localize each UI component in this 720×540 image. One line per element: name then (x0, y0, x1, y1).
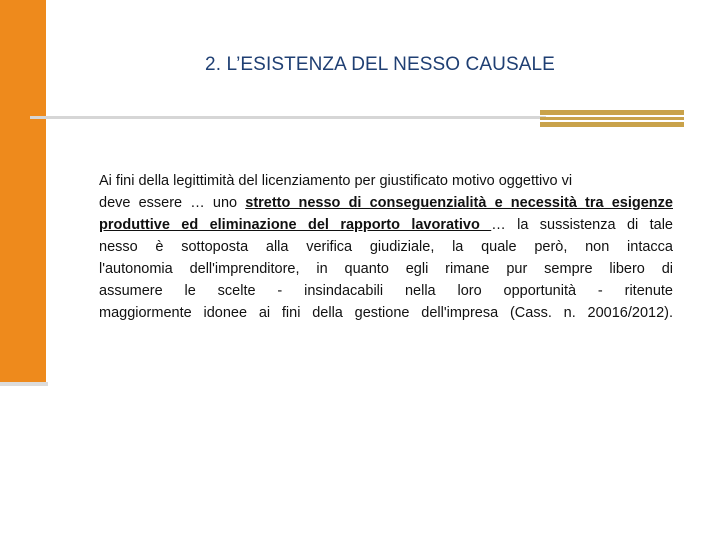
title-accent-stripes (540, 110, 684, 127)
paragraph-line-2-underlined: stretto nesso di conseguenzialità e necessità tra esigenze (245, 195, 673, 211)
paragraph-line-3 (99, 214, 673, 236)
paragraph-line-3-plain: … la sussistenza di tale (491, 217, 673, 233)
accent-stripe-bottom (540, 122, 684, 127)
left-accent-bar-shadow (0, 382, 48, 386)
paragraph-line-5: l'autonomia dell'imprenditore, in quanto egli rimane pur sempre libero di (99, 261, 673, 277)
body-paragraph (99, 170, 673, 324)
paragraph-line-2 (99, 192, 673, 214)
slide-title: 2. L’ESISTENZA DEL NESSO CAUSALE (205, 54, 555, 75)
paragraph-line-4: nesso è sottoposta alla verifica giudiziale, la quale però, non intacca (99, 239, 673, 255)
paragraph-line-6: assumere le scelte - insindacabili nella loro opportunità - ritenute (99, 283, 673, 299)
paragraph-line-7: maggiormente idonee ai fini della gestione dell'impresa (Cass. n. 20016/2012). (99, 305, 673, 321)
title-divider-line (30, 116, 546, 119)
paragraph-line-3-underlined: produttive ed eliminazione del rapporto lavorativo (99, 217, 492, 233)
accent-stripe-middle (540, 117, 684, 120)
accent-stripe-top (540, 110, 684, 115)
paragraph-line-2-plain: deve essere … uno (99, 195, 246, 211)
paragraph-line-1: Ai fini della legittimità del licenziamento per giustificato motivo oggettivo vi (99, 173, 573, 189)
